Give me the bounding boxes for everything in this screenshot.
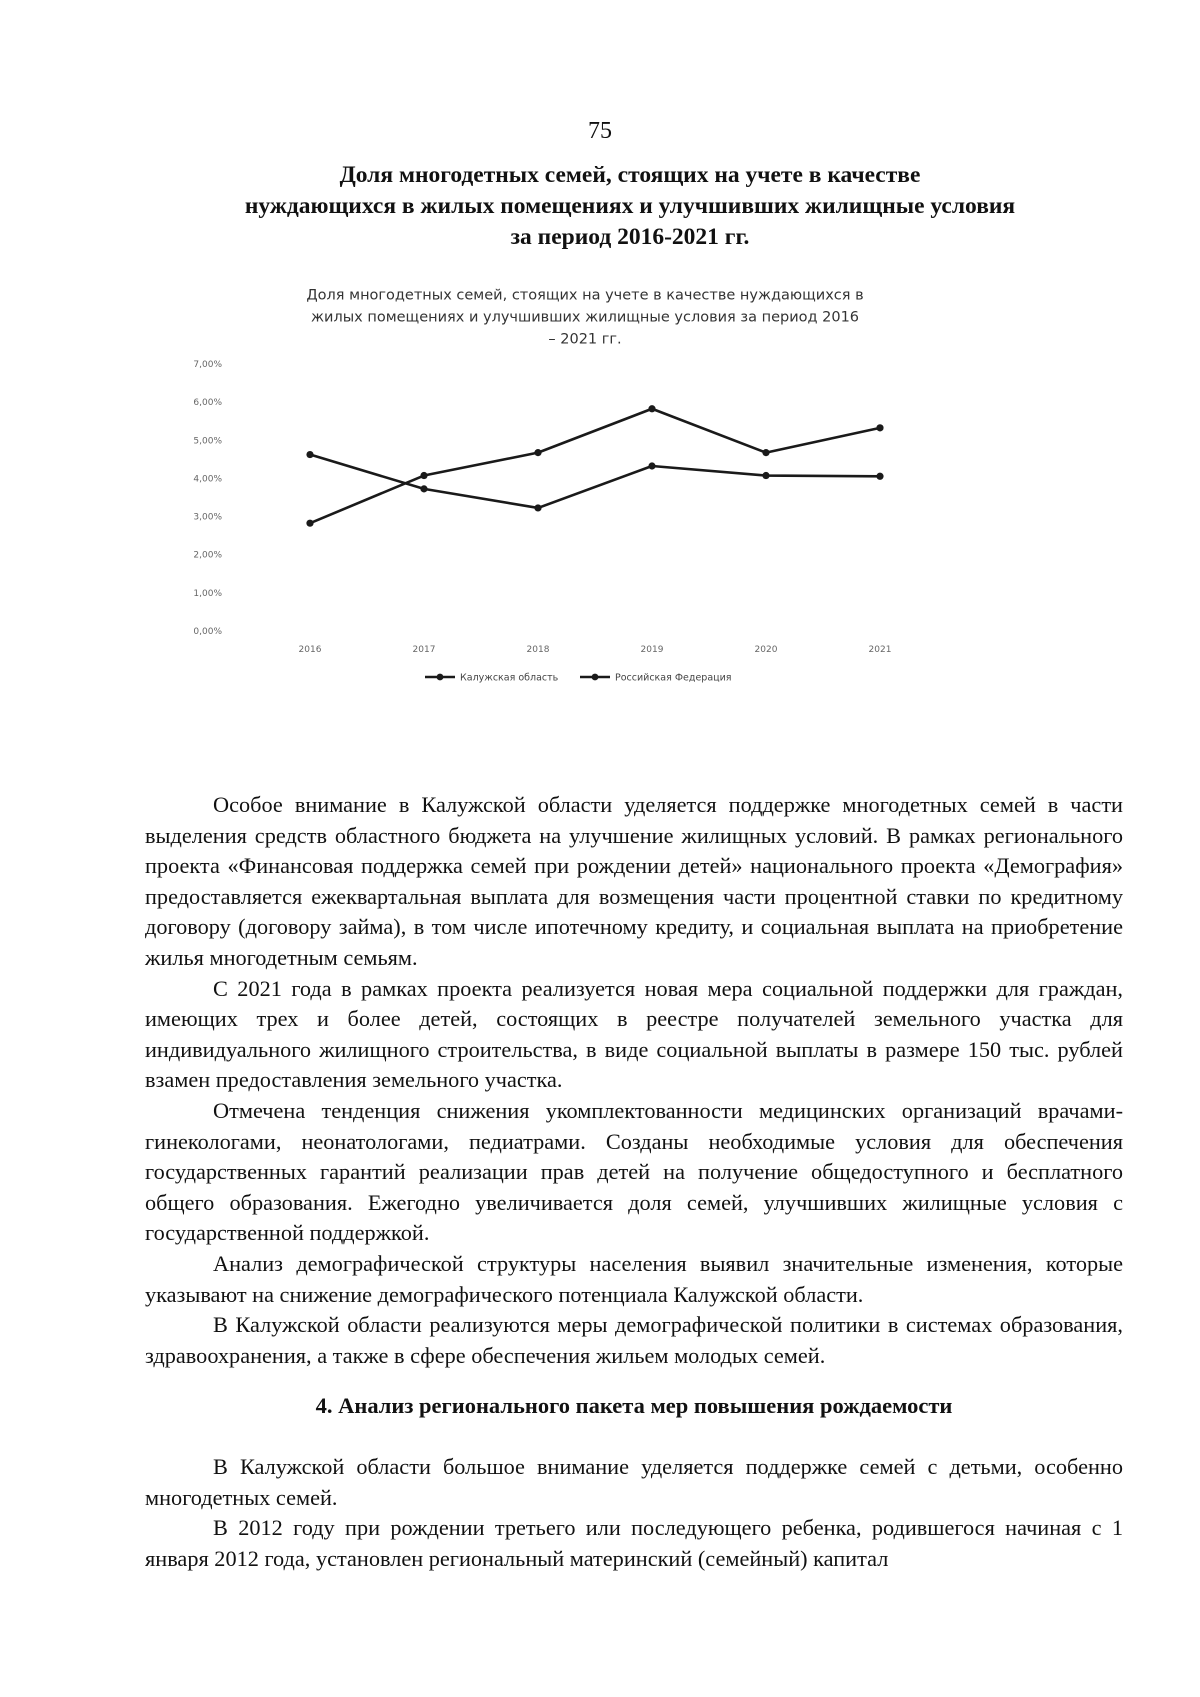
y-tick-label: 6,00% [193,398,222,409]
body-text-block-1 [145,790,1123,1371]
paragraph: С 2021 года в рамках проекта реализуется новая мера социальной поддержки для граждан, имеющих трех и более детей, состоящих в реестре получателей земельного участка для индивидуального жилищного строительства, в виде социальной выплаты в размере 150 тыс. рублей взамен предоставления земельного участка. [145,975,1123,1093]
legend-label: Российская Федерация [615,672,732,684]
paragraph: В Калужской области большое внимание уделяется поддержке семей с детьми, особенно многодетных семей. [145,1454,1123,1510]
y-tick-label: 0,00% [193,627,222,637]
x-tick-label: 2020 [754,645,778,655]
x-tick-label: 2018 [526,645,550,655]
document-title-line: Доля многодетных семей, стоящих на учете в качестве [339,162,921,188]
y-tick-label: 4,00% [193,474,222,485]
chart-title-line: Доля многодетных семей, стоящих на учете в качестве нуждающихся в [306,287,864,304]
legend-swatch-marker [437,674,444,681]
document-title-line: за период 2016-2021 гг. [510,224,750,250]
paragraph: Отмечена тенденция снижения укомплектованности медицинских организаций врачами-гинекологами, неонатологами, педиатрами. Созданы необходимые условия для обеспечения государственных гарантий реализации прав детей на получение общедоступного и бесплатного общего образования. Ежегодно увеличивается доля семей, улучшивших жилищные условия с государственной поддержкой. [145,1097,1123,1246]
document-title [200,160,1060,253]
data-point [762,449,769,456]
paragraph: В Калужской области реализуются меры демографической политики в системах образования, здравоохранения, а также в сфере обеспечения жильем молодых семей. [145,1312,1123,1368]
y-tick-label: 1,00% [193,588,222,599]
y-tick-label: 7,00% [193,360,222,370]
x-tick-label: 2019 [640,645,664,655]
y-tick-label: 5,00% [193,436,222,447]
y-tick-label: 3,00% [193,512,222,523]
series-line [310,455,880,508]
data-point [306,520,313,527]
data-point [762,472,769,479]
data-point [306,451,313,458]
paragraph: В 2012 году при рождении третьего или последующего ребенка, родившегося начиная с 1 января 2012 года, установлен региональный материнский (семейный) капитал [145,1515,1123,1571]
x-tick-label: 2016 [298,645,322,655]
body-text-block-2 [145,1452,1123,1574]
legend-swatch-marker [592,674,599,681]
data-point [876,424,883,431]
chart-title-line: жилых помещениях и улучшивших жилищные условия за период 2016 [310,309,860,326]
data-point [534,504,541,511]
line-chart [160,285,1000,760]
paragraph: Анализ демографической структуры населения выявил значительные изменения, которые указывают на снижение демографического потенциала Калужской области. [145,1250,1123,1307]
data-point [420,472,427,479]
data-point [420,485,427,492]
data-point [648,462,655,469]
chart-title-line: – 2021 гг. [548,331,622,348]
paragraph: Особое внимание в Калужской области уделяется поддержке многодетных семей в части выделения средств областного бюджета на улучшение жилищных условий. В рамках регионального проекта «Финансовая поддержка семей при рождении детей» национального проекта «Демография» предоставляется ежеквартальная выплата для возмещения части процентной ставки по кредитному договору (договору займа), в том числе ипотечному кредиту, и социальная выплата на приобретение жилья многодетным семьям. [145,792,1123,970]
data-point [534,449,541,456]
document-title-line: нуждающихся в жилых помещениях и улучшивших жилищные условия [244,193,1016,219]
data-point [876,473,883,480]
legend-label: Калужская область [460,672,559,684]
x-tick-label: 2017 [412,645,436,655]
data-point [648,405,655,412]
x-tick-label: 2021 [868,645,892,655]
series-line [310,409,880,523]
page-number: 75 [588,118,612,144]
y-tick-label: 2,00% [193,550,222,561]
section-heading: 4. Анализ регионального пакета мер повышения рождаемости [315,1393,953,1418]
